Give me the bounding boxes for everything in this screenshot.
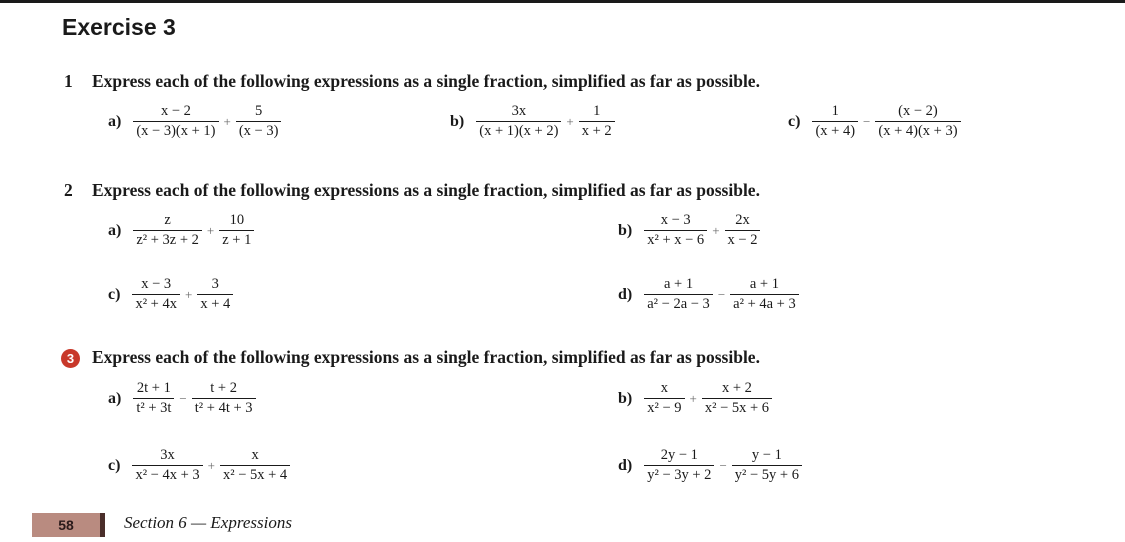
page-number: 58 <box>32 513 105 537</box>
part-label: c) <box>788 112 801 130</box>
fraction <box>702 381 772 416</box>
numerator: a + 1 <box>749 276 779 292</box>
denominator: x² + x − 6 <box>644 230 707 248</box>
numerator: 1 <box>593 103 601 119</box>
numerator: (x − 2) <box>898 103 938 119</box>
fraction <box>644 277 713 312</box>
part-label: a) <box>108 112 122 130</box>
denominator: (x − 3) <box>236 121 282 139</box>
fraction <box>192 381 256 416</box>
fraction <box>644 213 707 248</box>
numerator: 2x <box>735 212 750 228</box>
problem-3c <box>108 448 292 483</box>
question-number: 1 <box>64 71 73 91</box>
problem-3d <box>618 448 804 483</box>
numerator: 5 <box>255 103 263 119</box>
part-label: c) <box>108 456 121 474</box>
fraction <box>732 448 802 483</box>
numerator: x <box>251 447 259 463</box>
part-label: a) <box>108 221 122 239</box>
part-label: b) <box>618 389 633 407</box>
numerator: x + 2 <box>721 380 752 396</box>
numerator: 3 <box>211 276 219 292</box>
denominator: a² + 4a + 3 <box>730 294 799 312</box>
problem-3b <box>618 381 774 416</box>
problem-2b <box>618 213 762 248</box>
numerator: y − 1 <box>751 447 782 463</box>
problem-1a <box>108 104 283 139</box>
denominator: z + 1 <box>219 230 254 248</box>
fraction <box>133 213 202 248</box>
numerator: x <box>660 380 668 396</box>
problem-2a <box>108 213 256 248</box>
denominator: t² + 4t + 3 <box>192 398 256 416</box>
fraction <box>133 381 174 416</box>
fraction <box>875 104 960 139</box>
numerator: t + 2 <box>210 380 237 396</box>
operator: + <box>223 113 231 129</box>
denominator: y² − 3y + 2 <box>644 465 714 483</box>
denominator: (x + 1)(x + 2) <box>476 121 561 139</box>
fraction <box>132 277 180 312</box>
denominator: (x − 3)(x + 1) <box>133 121 218 139</box>
question-number-badge: 3 <box>61 349 80 368</box>
fraction <box>219 213 254 248</box>
numerator: a + 1 <box>663 276 694 292</box>
denominator: (x + 4) <box>812 121 858 139</box>
denominator: x² − 4x + 3 <box>132 465 202 483</box>
denominator: x − 2 <box>725 230 761 248</box>
numerator: x − 2 <box>160 103 191 119</box>
denominator: x² − 5x + 4 <box>220 465 290 483</box>
fraction <box>579 104 615 139</box>
part-label: d) <box>618 456 633 474</box>
operator: + <box>206 222 215 238</box>
denominator: y² − 5y + 6 <box>732 465 802 483</box>
fraction <box>644 381 684 416</box>
denominator: z² + 3z + 2 <box>133 230 202 248</box>
operator: + <box>184 286 193 302</box>
operator: + <box>712 222 720 238</box>
fraction <box>132 448 202 483</box>
fraction <box>730 277 799 312</box>
numerator: 3x <box>160 447 175 463</box>
fraction <box>476 104 561 139</box>
numerator: 3x <box>511 103 527 119</box>
denominator: x² + 4x <box>132 294 180 312</box>
operator: − <box>179 390 187 406</box>
question-instruction: Express each of the following expressions as a single fraction, simplified as far as possible. <box>92 347 760 367</box>
problem-1b <box>450 104 617 139</box>
fraction <box>220 448 290 483</box>
denominator: t² + 3t <box>133 398 174 416</box>
denominator: x + 4 <box>197 294 233 312</box>
fraction <box>725 213 761 248</box>
fraction <box>644 448 714 483</box>
numerator: 2t + 1 <box>136 380 171 396</box>
operator: + <box>689 390 697 406</box>
problem-2c <box>108 277 235 312</box>
numerator: z <box>164 212 171 228</box>
fraction <box>133 104 218 139</box>
exercise-heading: Exercise 3 <box>62 14 176 40</box>
fraction <box>812 104 858 139</box>
part-label: c) <box>108 285 121 303</box>
operator: − <box>863 113 871 129</box>
problem-3a <box>108 381 258 416</box>
part-label: b) <box>450 112 465 130</box>
denominator: x² − 5x + 6 <box>702 398 772 416</box>
top-rule <box>0 0 1125 3</box>
denominator: a² − 2a − 3 <box>644 294 713 312</box>
numerator: 10 <box>229 212 245 228</box>
part-label: d) <box>618 285 633 303</box>
fraction <box>236 104 282 139</box>
operator: − <box>717 286 726 302</box>
section-title: Section 6 — Expressions <box>124 513 292 532</box>
denominator: (x + 4)(x + 3) <box>875 121 960 139</box>
operator: + <box>207 457 215 473</box>
part-label: b) <box>618 221 633 239</box>
numerator: 2y − 1 <box>660 447 698 463</box>
numerator: x − 3 <box>660 212 691 228</box>
problem-2d <box>618 277 801 312</box>
denominator: x² − 9 <box>644 398 684 416</box>
operator: − <box>719 457 727 473</box>
question-number: 2 <box>64 180 73 200</box>
part-label: a) <box>108 389 122 407</box>
numerator: x − 3 <box>141 276 172 292</box>
problem-1c <box>788 104 963 139</box>
question-instruction: Express each of the following expressions as a single fraction, simplified as far as possible. <box>92 180 760 200</box>
denominator: x + 2 <box>579 121 615 139</box>
question-instruction: Express each of the following expressions as a single fraction, simplified as far as possible. <box>92 71 760 91</box>
numerator: 1 <box>831 103 839 119</box>
operator: + <box>566 113 574 129</box>
fraction <box>197 277 233 312</box>
